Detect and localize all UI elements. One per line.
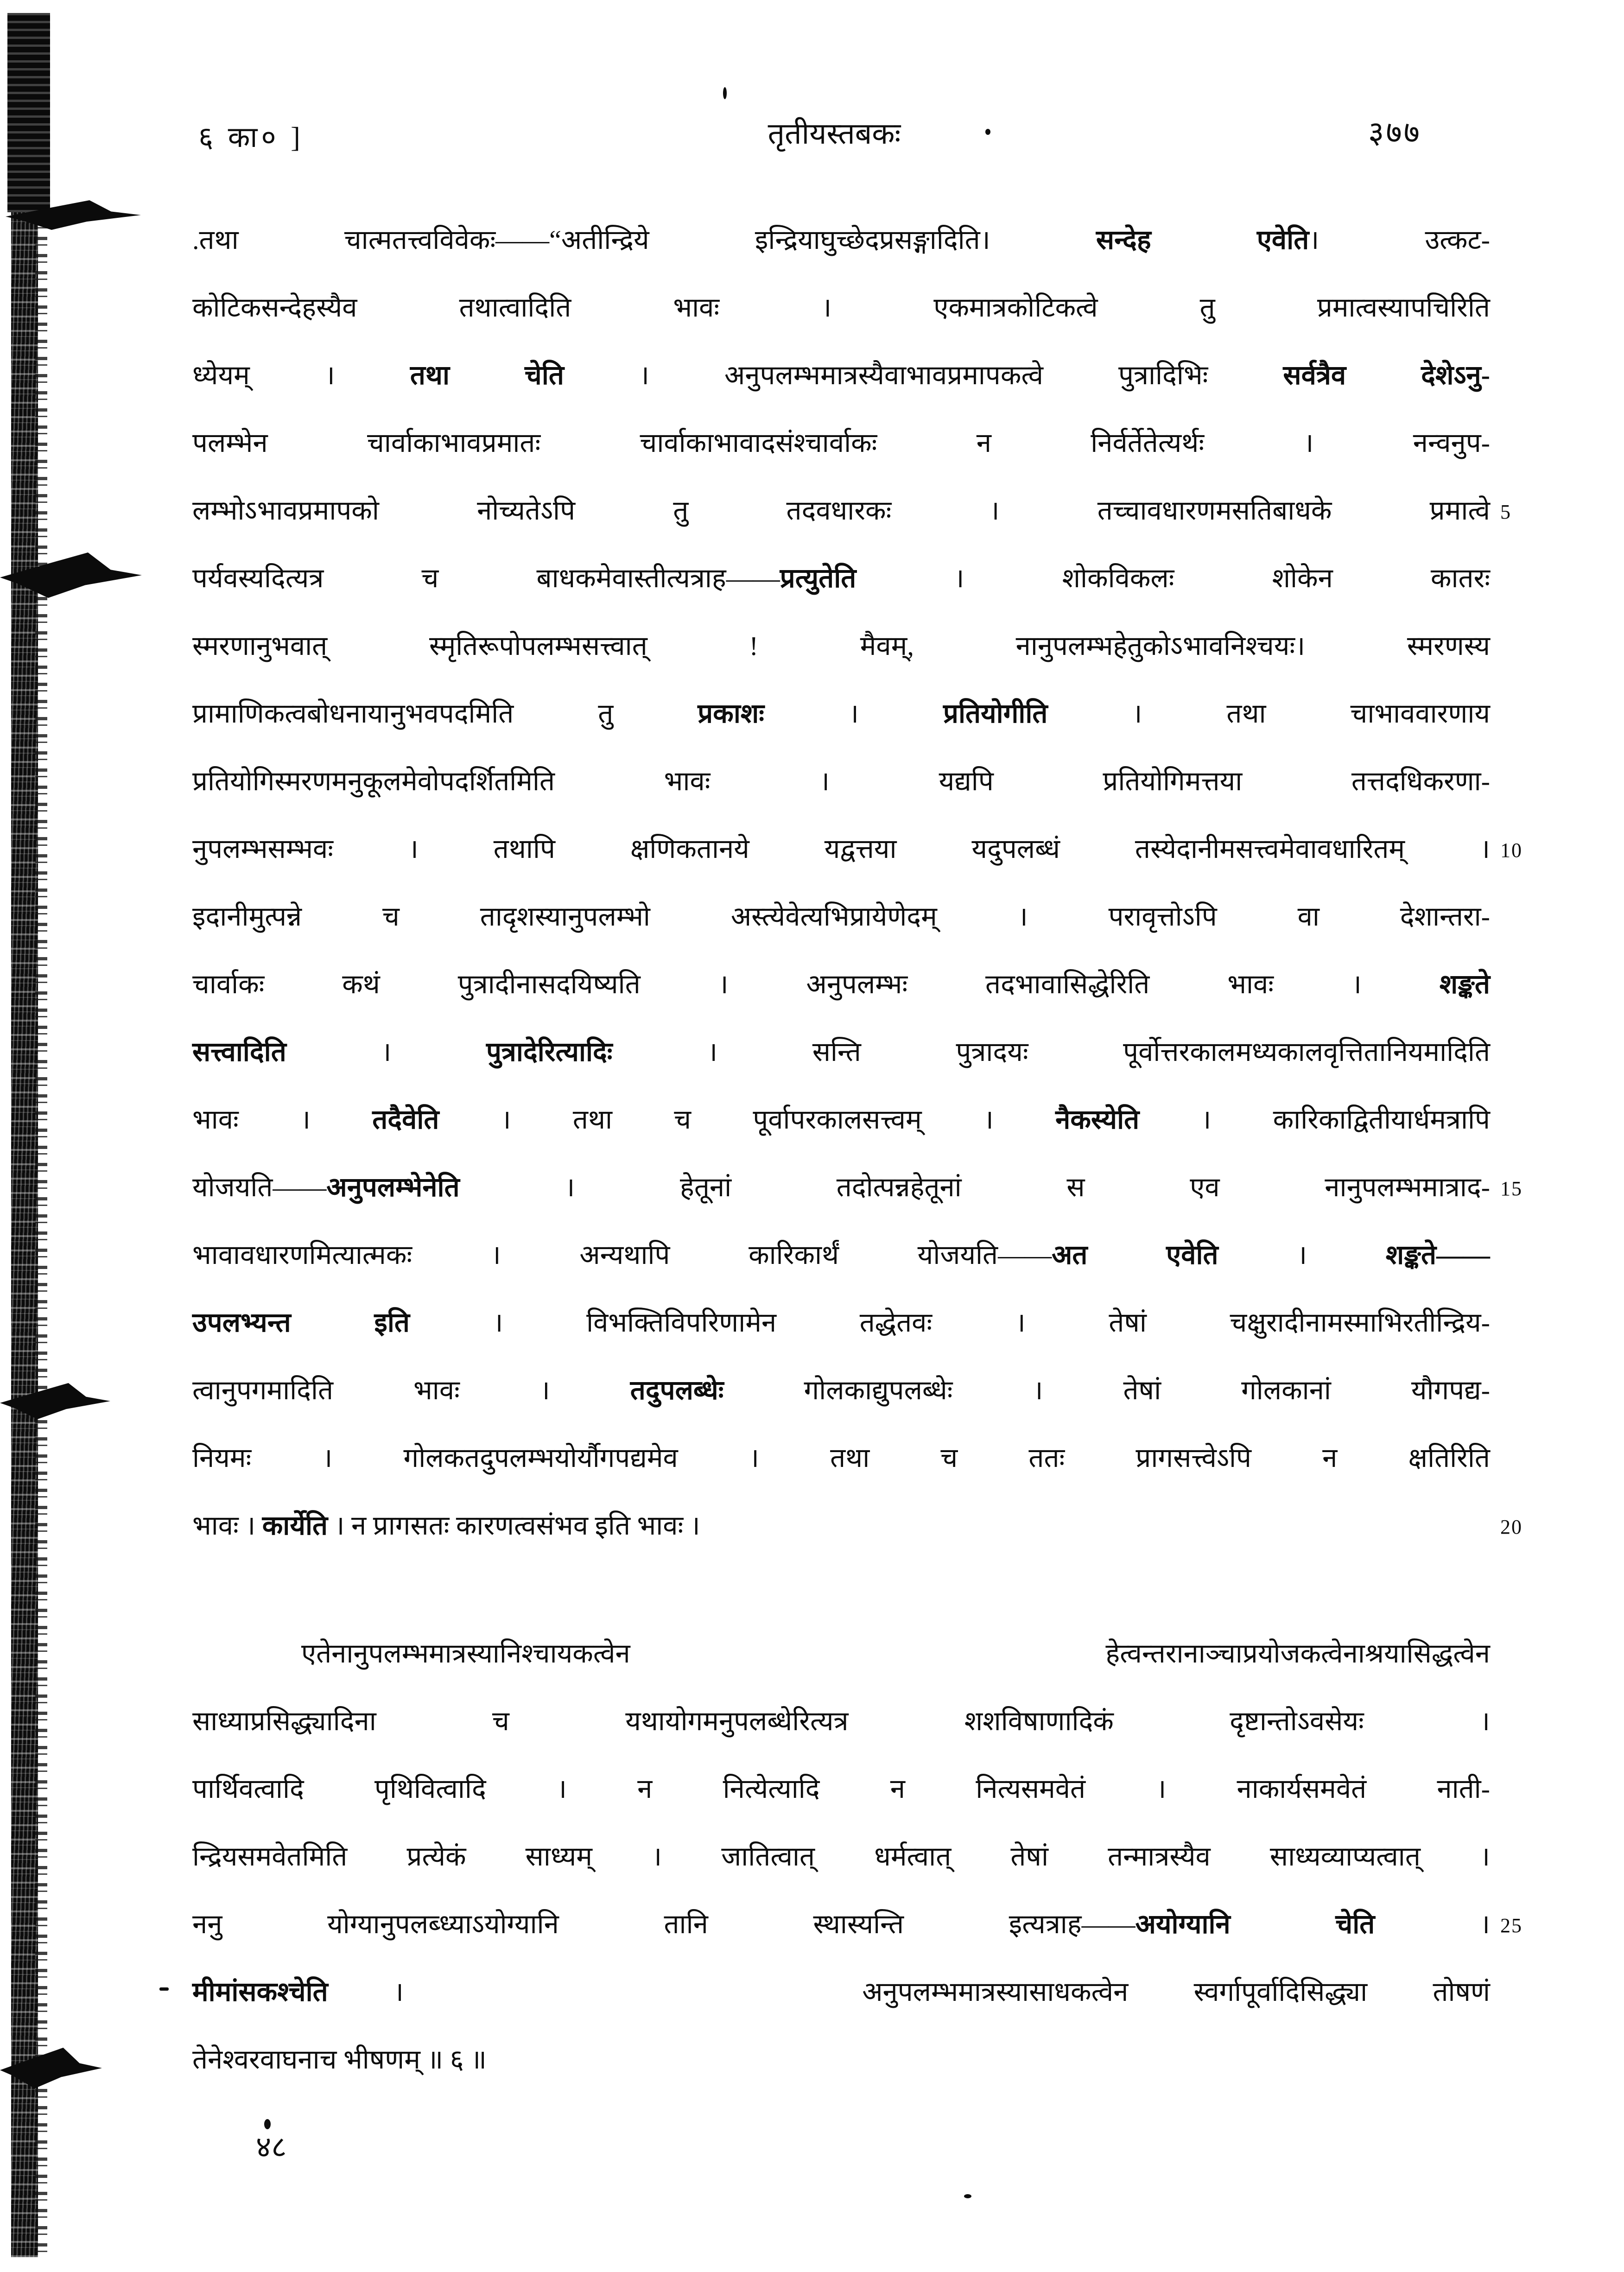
body-text: नियमः । गोलकतदुपलम्भयोर्यौगपद्यमेव । तथा च ततः प्रागसत्त्वेऽपि न क्षतिरिति xyxy=(192,1443,1490,1473)
body-text: । न प्रागसतः कारणत्वसंभव इति भावः । xyxy=(328,1510,700,1541)
text-line xyxy=(192,1289,1490,1357)
body-text: । अनुपलम्भमात्रस्यैवाभावप्रमापकत्वे पुत्रादिभिः xyxy=(564,360,1283,390)
emphasized-pratika-text: पुत्रादेरित्यादिः xyxy=(486,1037,613,1067)
body-text: एतेनानुपलम्भमात्रस्यानिश्चायकत्वेन xyxy=(301,1638,630,1669)
text-line xyxy=(192,1823,1490,1891)
body-text: ननु योग्यानुपलब्ध्याऽयोग्यानि तानि स्थास्यन्ति इत्यत्राह—— xyxy=(192,1909,1136,1939)
binding-edge-strip xyxy=(11,14,38,2257)
emphasized-pratika-text: अयोग्यानि चेति xyxy=(1135,1909,1375,1939)
body-text: लम्भोऽभावप्रमापको नोच्यतेऽपि तु तदवधारकः । तच्चावधारणमसतिबाधके प्रमात्वे xyxy=(192,495,1490,526)
text-line xyxy=(192,2026,1490,2094)
body-text: । कारिकाद्वितीयार्धमत्रापि xyxy=(1139,1104,1490,1135)
text-line xyxy=(192,477,1511,545)
header-chapter-marker: ६ का० ] xyxy=(198,122,304,153)
body-text: कोटिकसन्देहस्यैव तथात्वादिति भावः । एकमात्रकोटिकत्वे तु प्रमात्वस्यापचिरिति xyxy=(192,292,1490,323)
body-text: साध्याप्रसिद्ध्यादिना च यथायोगमनुपलब्धेरित्यत्र शशविषाणादिकं दृष्टान्तोऽवसेयः । xyxy=(192,1706,1490,1736)
text-line xyxy=(192,342,1490,409)
body-text xyxy=(404,1977,862,2007)
text-line xyxy=(192,612,1490,680)
body-text: भावः । xyxy=(192,1104,373,1135)
body-text: प्रामाणिकत्वबोधनायानुभवपदमिति तु xyxy=(192,698,698,729)
text-line xyxy=(192,1755,1490,1823)
emphasized-pratika-text: शङ्कते—— xyxy=(1385,1240,1491,1270)
margin-line-number: 10 xyxy=(1500,839,1522,862)
text-line xyxy=(192,274,1490,342)
text-line xyxy=(192,1154,1522,1221)
body-text: । सन्ति पुत्रादयः पूर्वोत्तरकालमध्यकालवृत्तितानियमादिति xyxy=(612,1037,1491,1067)
body-text: । उत्कट- xyxy=(1309,225,1490,255)
margin-line-number: 15 xyxy=(1500,1177,1522,1200)
ink-speck xyxy=(264,2119,271,2129)
body-text: । तथा च पूर्वापरकालसत्त्वम् । xyxy=(439,1104,1056,1135)
emphasized-pratika-text: तदैवेति xyxy=(372,1104,439,1135)
body-text: । xyxy=(1375,1909,1491,1939)
text-line xyxy=(192,1620,1490,1688)
text-line xyxy=(192,1492,1522,1560)
header-running-title: तृतीयस्तबकः xyxy=(768,117,901,150)
text-line xyxy=(192,680,1490,748)
body-text: । xyxy=(764,698,943,729)
text-line xyxy=(192,545,1490,612)
text-line xyxy=(192,1086,1490,1154)
body-text: । xyxy=(1218,1240,1386,1270)
header-page-number: ३७७ xyxy=(1368,116,1421,150)
emphasized-pratika-text: तदुपलब्धेः xyxy=(630,1375,724,1405)
body-text: हेत्वन्तरानाञ्चाप्रयोजकत्वेनाश्रयासिद्धत्वेन xyxy=(1105,1638,1490,1669)
body-text: इदानीमुत्पन्ने च तादृशस्यानुपलम्भो अस्त्येवेत्यभिप्रायेणेदम् । परावृत्तोऽपि वा देशान्तरा- xyxy=(192,901,1490,932)
body-text-block xyxy=(192,206,1522,2094)
text-line xyxy=(192,409,1490,477)
emphasized-pratika-text: नैकस्येति xyxy=(1055,1104,1140,1135)
emphasized-pratika-text: सर्वत्रैव देशेऽनु- xyxy=(1283,360,1490,390)
body-text: भावः । xyxy=(192,1510,262,1541)
body-text: स्मरणानुभवात् स्मृतिरूपोपलम्भसत्त्वात् ! मैवम्, नानुपलम्भहेतुकोऽभावनिश्चयः। स्मरणस्य xyxy=(192,631,1490,661)
text-line xyxy=(192,748,1490,815)
text-line xyxy=(192,883,1490,951)
emphasized-pratika-text: प्रत्युतेति xyxy=(780,563,856,593)
margin-line-number: 5 xyxy=(1500,501,1511,523)
text-line xyxy=(192,951,1490,1018)
body-text: योजयति—— xyxy=(192,1172,327,1202)
text-line xyxy=(192,815,1522,883)
text-line xyxy=(192,1357,1490,1424)
emphasized-pratika-text: अत एवेति xyxy=(1052,1240,1218,1270)
body-text: पार्थिवत्वादि पृथिवित्वादि । न नित्येत्यादि न नित्यसमवेतं । नाकार्यसमवेतं नाती- xyxy=(192,1774,1490,1804)
footer-folio-number: ४८ xyxy=(256,2131,287,2164)
emphasized-pratika-text: अनुपलम्भेनेति xyxy=(326,1172,460,1202)
body-text: चार्वाकः कथं पुत्रादीनासदयिष्यति । अनुपलम्भः तदभावासिद्धेरिति भावः । xyxy=(192,969,1440,999)
text-line xyxy=(192,1221,1490,1289)
text-line xyxy=(192,1424,1490,1492)
emphasized-pratika-text: कार्येति xyxy=(262,1510,328,1541)
paragraph xyxy=(192,1620,1522,2094)
binding-edge-top-blotch xyxy=(7,13,50,212)
body-text: । विभक्तिविपरिणामेन तद्धेतवः । तेषां चक्षुरादीनामस्माभिरतीन्द्रिय- xyxy=(409,1307,1490,1338)
emphasized-pratika-text: सत्त्वादिति xyxy=(192,1037,286,1067)
body-text: । तथा चाभाववारणाय xyxy=(1047,698,1490,729)
body-text xyxy=(630,1638,1106,1669)
body-text: पर्यवस्यदित्यत्र च बाधकमेवास्तीत्यत्राह—— xyxy=(192,563,780,593)
emphasized-pratika-text: मीमांसकश्चेति xyxy=(192,1977,328,2007)
body-text: । हेतूनां तदोत्पन्नहेतूनां स एव नानुपलम्भमात्राद- xyxy=(459,1172,1490,1202)
emphasized-pratika-text: उपलभ्यन्त इति xyxy=(192,1307,410,1338)
body-text: । xyxy=(286,1037,486,1067)
body-text: तेनेश्वरवाघनाच भीषणम् ॥ ६ ॥ xyxy=(192,2044,487,2075)
emphasized-pratika-text: सन्देह एवेति xyxy=(1096,225,1309,255)
ink-speck xyxy=(723,87,727,99)
body-text: प्रतियोगिस्मरणमनुकूलमेवोपदर्शितमिति भावः । यद्यपि प्रतियोगिमत्तया तत्तदधिकरणा- xyxy=(192,766,1490,796)
body-text: न्द्रियसमवेतमिति प्रत्येकं साध्यम् । जातित्वात् धर्मत्वात् तेषां तन्मात्रस्यैव साध्यव्याप्यत्वात् । xyxy=(192,1841,1490,1872)
body-text: ध्येयम् । xyxy=(192,360,410,390)
body-text: नुपलम्भसम्भवः । तथापि क्षणिकतानये यद्वत्तया यदुपलब्धं तस्येदानीमसत्त्वमेवावधारितम् । xyxy=(192,834,1490,864)
body-text: पलम्भेन चार्वाकाभावप्रमातः चार्वाकाभावादसंश्चार्वाकः न निर्वर्तेतेत्यर्थः । नन्वनुप- xyxy=(192,428,1490,458)
text-line xyxy=(192,1688,1490,1755)
text-line xyxy=(192,1958,1490,2026)
ink-speck xyxy=(985,129,990,135)
paragraph xyxy=(192,206,1522,1560)
binding-edge-rough-fiber xyxy=(35,14,47,2257)
body-text: त्वानुपगमादिति भावः । xyxy=(192,1375,630,1405)
body-text: । xyxy=(328,1977,404,2007)
ink-speck xyxy=(964,2194,971,2198)
ink-speck xyxy=(159,1987,169,1991)
text-line xyxy=(192,1891,1522,1958)
emphasized-pratika-text: प्रकाशः xyxy=(698,698,765,729)
emphasized-pratika-text: तथा चेति xyxy=(410,360,564,390)
body-text: अनुपलम्भमात्रस्यासाधकत्वेन स्वर्गापूर्वादिसिद्ध्या तोषणं xyxy=(862,1977,1490,2007)
margin-line-number: 25 xyxy=(1500,1914,1522,1937)
text-line xyxy=(192,1018,1490,1086)
emphasized-pratika-text: शङ्कते xyxy=(1439,969,1490,999)
emphasized-pratika-text: प्रतियोगीति xyxy=(943,698,1048,729)
body-text: भावावधारणमित्यात्मकः । अन्यथापि कारिकार्थं योजयति—— xyxy=(192,1240,1052,1270)
body-text: .तथा चात्मतत्त्वविवेकः——“अतीन्द्रिये इन्द्रियाघुच्छेदप्रसङ्गादिति। xyxy=(192,225,1096,255)
body-text: । शोकविकलः शोकेन कातरः xyxy=(856,563,1490,593)
body-text: गोलकाद्युपलब्धेः । तेषां गोलकानां यौगपद्य- xyxy=(723,1375,1490,1405)
text-line xyxy=(192,206,1490,274)
margin-line-number: 20 xyxy=(1500,1516,1522,1538)
